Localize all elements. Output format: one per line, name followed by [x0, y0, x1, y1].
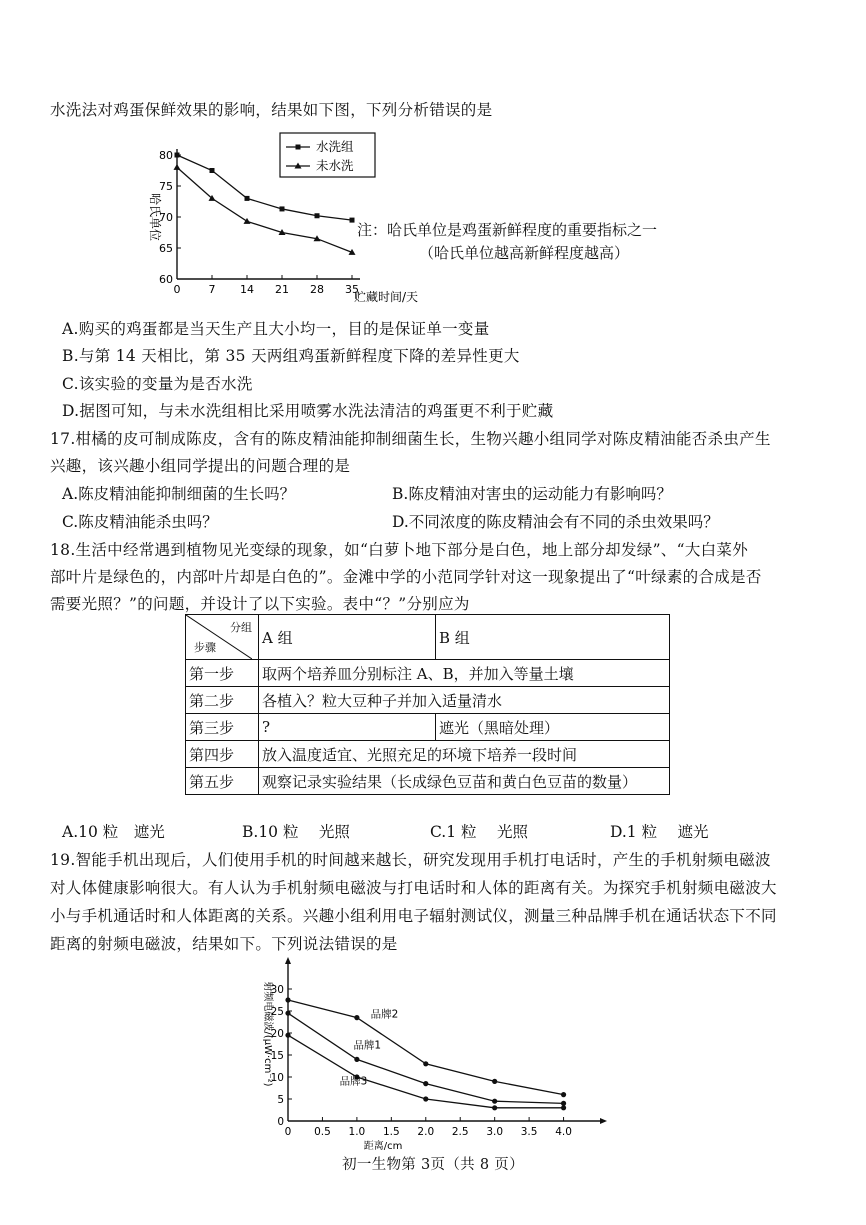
x-tick-label: 3.5 — [520, 1126, 538, 1138]
series-line-1 — [288, 1000, 564, 1095]
x-tick-label: 1.0 — [348, 1126, 366, 1138]
x-tick-label: 0 — [284, 1126, 292, 1138]
q17-option-c: C.陈皮精油能杀虫吗？ — [62, 513, 218, 531]
data-point-triangle — [174, 164, 181, 170]
q19-stem-line3: 小与手机通话时和人体距离的关系。兴趣小组利用电子辐射测试仪，测量三种品牌手机在通话状态下不同 — [50, 907, 777, 925]
data-point-square — [280, 206, 285, 211]
q17-stem-line1: 17.柑橘的皮可制成陈皮，含有的陈皮精油能抑制细菌生长，生物兴趣小组同学对陈皮精油能否杀虫产生 — [50, 430, 771, 448]
q19-stem-line4: 距离的射频电磁波，结果如下。下列说法错误的是 — [50, 935, 398, 953]
q16-intro: 水洗法对鸡蛋保鲜效果的影响，结果如下图，下列分析错误的是 — [50, 101, 493, 119]
x-axis-label: 距离/cm — [363, 1141, 403, 1150]
q18-stem-line2: 部叶片是绿色的，内部叶片却是白色的”。金滩中学的小范同学针对这一现象提出了“叶绿素的合成是否 — [50, 568, 762, 586]
table-row — [186, 687, 670, 714]
header-group-label: 分组 — [230, 621, 252, 634]
data-point-square — [210, 168, 215, 173]
y-tick-label: 80 — [159, 149, 173, 162]
data-point-square — [350, 218, 355, 223]
step-label: 第三步 — [186, 714, 259, 741]
q16-option-d: D.据图可知，与未水洗组相比采用喷雾水洗法清洁的鸡蛋更不利于贮藏 — [62, 402, 554, 420]
data-point — [423, 1081, 428, 1086]
table-row — [186, 768, 670, 795]
q16-option-a: A.购买的鸡蛋都是当天生产且大小均一，目的是保证单一变量 — [62, 320, 490, 338]
series-label-1: 品牌2 — [370, 1008, 399, 1021]
page-footer: 初一生物第 3页（共 8 页） — [342, 1157, 524, 1173]
q16-option-c: C.该实验的变量为是否水洗 — [62, 375, 253, 393]
x-tick-label: 7 — [208, 283, 216, 296]
y-tick-label: 10 — [270, 1072, 284, 1084]
q18-option-c: C.1 粒 光照 — [430, 823, 528, 841]
series-label-2: 品牌1 — [353, 1039, 382, 1052]
data-point — [354, 1015, 359, 1020]
y-tick-label: 20 — [270, 1028, 284, 1040]
data-point — [285, 997, 290, 1002]
data-point — [423, 1061, 428, 1066]
x-tick-label: 0.5 — [314, 1126, 331, 1138]
y-tick-label: 30 — [270, 984, 284, 996]
header-step-label: 步骤 — [194, 641, 216, 654]
x-tick-label: 35 — [345, 283, 359, 296]
data-point — [285, 1033, 290, 1038]
data-point — [285, 1011, 290, 1016]
y-axis-label: 哈氏单位 — [148, 192, 162, 242]
q18-option-a: A.10 粒 遮光 — [62, 823, 165, 841]
y-tick-label: 25 — [270, 1006, 284, 1018]
q19-stem-line2: 对人体健康影响很大。有人认为手机射频电磁波与打电话时和人体的距离有关。为探究手机射频电磁波大 — [50, 879, 777, 897]
x-tick-label: 1.5 — [382, 1126, 400, 1138]
data-point-square — [315, 213, 320, 218]
data-point — [492, 1105, 497, 1110]
q16-option-b: B.与第 14 天相比，第 35 天两组鸡蛋新鲜程度下降的差异性更大 — [62, 347, 520, 365]
step-content-a: ? — [259, 714, 436, 741]
step-label: 第二步 — [186, 687, 259, 714]
y-tick-label: 0 — [277, 1116, 284, 1128]
legend-marker-square — [296, 145, 301, 150]
step-content: 观察记录实验结果（长成绿色豆苗和黄白色豆苗的数量） — [259, 768, 670, 795]
y-tick-label: 15 — [270, 1050, 284, 1062]
data-point — [561, 1105, 566, 1110]
q18-stem-line1: 18.生活中经常遇到植物见光变绿的现象，如“白萝卜地下部分是白色，地上部分却发绿”、“大白菜外 — [50, 541, 749, 559]
q17-option-b: B.陈皮精油对害虫的运动能力有影响吗？ — [392, 485, 672, 503]
y-tick-label: 60 — [159, 273, 173, 286]
step-content: 放入温度适宜、光照充足的环境下培养一段时间 — [259, 741, 670, 768]
data-point — [492, 1079, 497, 1084]
data-point-triangle — [244, 218, 251, 224]
y-tick-label: 75 — [159, 180, 173, 193]
x-axis-arrow — [600, 1118, 607, 1124]
data-point — [423, 1096, 428, 1101]
q17-option-a: A.陈皮精油能抑制细菌的生长吗？ — [62, 485, 296, 503]
step-label: 第一步 — [186, 660, 259, 687]
legend-label-1: 水洗组 — [316, 139, 354, 154]
q17-option-d: D.不同浓度的陈皮精油会有不同的杀虫效果吗？ — [392, 513, 719, 531]
x-tick-label: 0 — [173, 283, 181, 296]
x-tick-label: 2.0 — [417, 1126, 435, 1138]
egg-freshness-chart — [130, 125, 430, 310]
step-content: 取两个培养皿分别标注 A、B，并加入等量土壤 — [259, 660, 670, 687]
y-tick-label: 70 — [159, 211, 173, 224]
data-point-square — [245, 196, 250, 201]
chart-note-line1: 注：哈氏单位是鸡蛋新鲜程度的重要指标之一 — [357, 221, 658, 239]
data-point — [492, 1099, 497, 1104]
step-label: 第五步 — [186, 768, 259, 795]
table-row — [186, 741, 670, 768]
step-content-b: 遮光（黑暗处理） — [436, 714, 670, 741]
series-line-2 — [288, 1013, 564, 1103]
step-content: 各植入？粒大豆种子并加入适量清水 — [259, 687, 670, 714]
x-axis-label: 贮藏时间/天 — [354, 290, 419, 304]
table-header-diagonal — [186, 615, 259, 660]
q18-option-d: D.1 粒 遮光 — [610, 823, 709, 841]
experiment-table — [185, 614, 670, 795]
data-point-square — [175, 153, 180, 158]
x-tick-label: 4.0 — [555, 1126, 572, 1138]
x-tick-label: 28 — [310, 283, 324, 296]
data-point — [561, 1092, 566, 1097]
phone-radiation-chart — [240, 955, 610, 1150]
header-group-b: B 组 — [436, 615, 670, 660]
q17-stem-line2: 兴趣，该兴趣小组同学提出的问题合理的是 — [50, 457, 351, 475]
y-tick-label: 65 — [159, 242, 173, 255]
x-tick-label: 3.0 — [486, 1126, 504, 1138]
step-label: 第四步 — [186, 741, 259, 768]
table-row — [186, 714, 670, 741]
series-line-2 — [177, 167, 352, 252]
chart-note-line2: （哈氏单位越高新鲜程度越高） — [419, 244, 630, 262]
q18-option-b: B.10 粒 光照 — [242, 823, 350, 841]
x-tick-label: 21 — [275, 283, 289, 296]
q18-stem-line3: 需要光照？”的问题，并设计了以下实验。表中“？”分别应为 — [50, 595, 470, 613]
y-axis-label: 射频电磁波/(μW·cm⁻²) — [262, 981, 273, 1087]
y-tick-label: 5 — [277, 1094, 284, 1106]
legend-label-2: 未水洗 — [316, 158, 354, 173]
y-axis-arrow — [285, 957, 291, 964]
q19-stem-line1: 19.智能手机出现后，人们使用手机的时间越来越长，研究发现用手机打电话时，产生的手机射频电磁波 — [50, 851, 771, 869]
x-tick-label: 2.5 — [451, 1126, 469, 1138]
data-point — [354, 1057, 359, 1062]
x-tick-label: 14 — [240, 283, 254, 296]
series-label-3: 品牌3 — [339, 1075, 368, 1088]
header-group-a: A 组 — [259, 615, 436, 660]
table-row — [186, 660, 670, 687]
